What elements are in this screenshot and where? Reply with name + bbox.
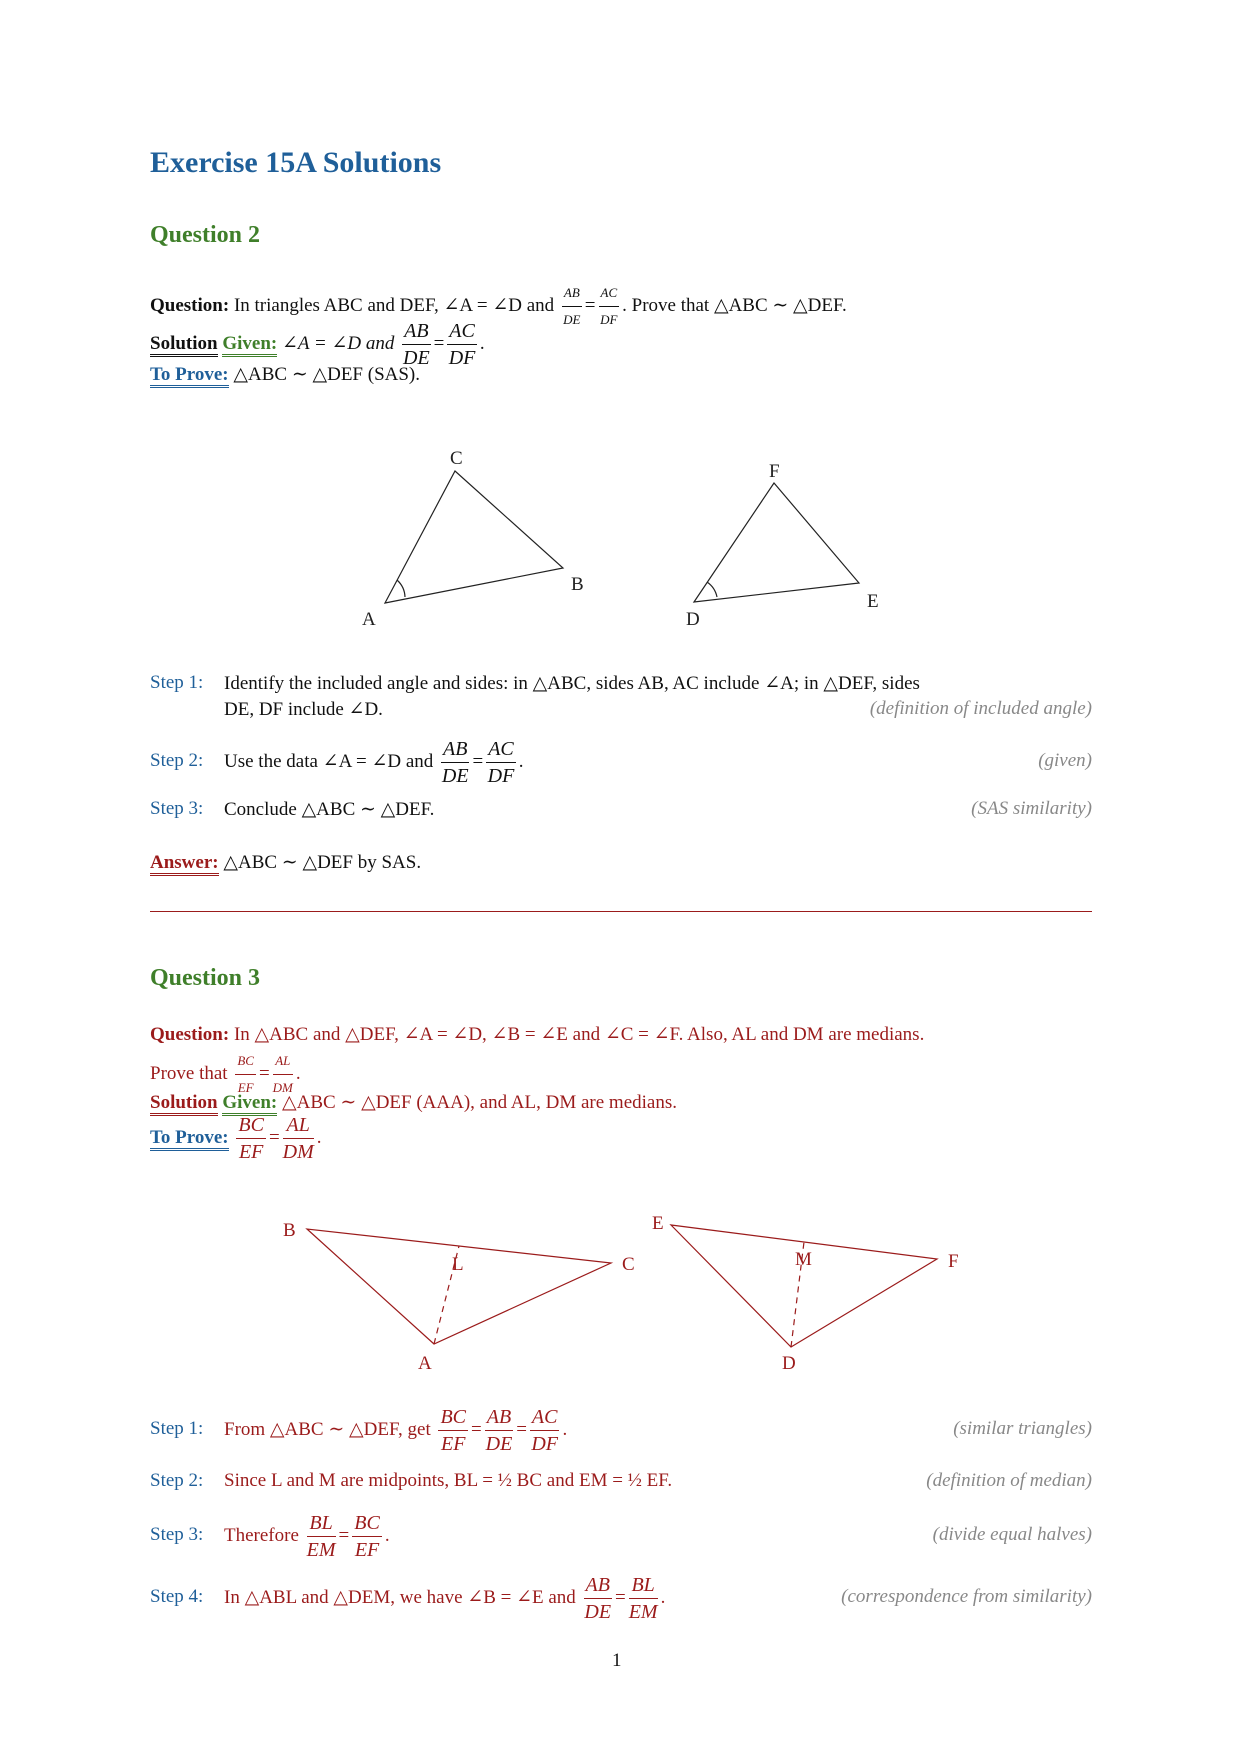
q2-answer-label: Answer: xyxy=(150,852,219,876)
label-b-q3: B xyxy=(283,1220,296,1241)
q3-step1-fraction-bc-ef: $\frac{BC}{EF}$ xyxy=(440,1406,467,1455)
q3-question-text: In △ABC and △DEF, ∠A = ∠D, ∠B = ∠E and ∠C = ∠F. Also, AL and DM are medians. xyxy=(233,1024,925,1045)
q2-step1-text2: DE, DF include ∠D. xyxy=(224,699,383,720)
q3-question-text2: Prove that xyxy=(150,1062,228,1084)
label-e: E xyxy=(867,591,879,612)
triangle-def xyxy=(694,483,859,602)
q3-step4-line: In △ABL and △DEM, we have ∠B = ∠E and $\frac{AB}{DE}$ = $\frac{BL}{EM}$ . xyxy=(224,1574,666,1623)
q2-question-label: Question: xyxy=(150,294,230,316)
q3-question-label: Question: xyxy=(150,1024,230,1045)
q2-answer-text: △ABC ∼ △DEF by SAS. xyxy=(223,852,422,873)
q2-step3-text: Conclude △ABC ∼ △DEF. xyxy=(224,799,435,820)
label-f: F xyxy=(769,461,780,482)
q2-given-label: Given: xyxy=(222,333,277,357)
triangle-abc xyxy=(385,471,563,603)
q3-solution-label: Solution xyxy=(150,1092,218,1116)
label-a-q3: A xyxy=(418,1353,432,1374)
q2-given-line: Solution Given: ∠A = ∠D and $\frac{AB}{DE}$ = $\frac{AC}{DF}$ . xyxy=(150,320,485,369)
label-d: D xyxy=(686,609,700,630)
q3-step2-text: Since L and M are midpoints, BL = ½ BC and EM = ½ EF. xyxy=(224,1470,673,1491)
q3-fraction-bc-ef: $\frac{BC}{EF}$ xyxy=(235,1048,256,1101)
angle-d-arc xyxy=(707,582,717,597)
label-c: C xyxy=(450,448,463,469)
q3-step2-label: Step 2: xyxy=(150,1470,204,1491)
q2-question-text-a: In triangles ABC and DEF, ∠A = ∠D and xyxy=(233,294,555,316)
q2-step3-reason: (SAS similarity) xyxy=(971,798,1092,819)
q3-toprove-fraction-bc-ef: $\frac{BC}{EF}$ xyxy=(238,1114,264,1163)
q3-step3-line: Therefore $\frac{BL}{EM}$ = $\frac{BC}{EF}$ . xyxy=(224,1512,390,1561)
q2-step1-label: Step 1: xyxy=(150,672,204,693)
q2-question-line: Question: In triangles ABC and DEF, ∠A = ∠D and $\frac{AB}{DE}$ = $\frac{AC}{DF}$ . Prove that △ABC ∼ △DEF. xyxy=(150,280,847,333)
q3-step3-text: Therefore xyxy=(224,1524,299,1546)
question-2-heading: Question 2 xyxy=(150,222,261,248)
q3-step3-label: Step 3: xyxy=(150,1524,204,1545)
q2-given-fraction-ab-de: $\frac{AB}{DE}$ xyxy=(403,320,430,369)
q3-step4-fraction-ab-de: $\frac{AB}{DE}$ xyxy=(584,1574,612,1623)
label-l-q3: L xyxy=(452,1254,464,1275)
q2-fraction-ac-df: $\frac{AC}{DF}$ xyxy=(599,280,620,333)
q3-step3-fraction-bc-ef: $\frac{BC}{EF}$ xyxy=(354,1512,380,1561)
label-c-q3: C xyxy=(622,1254,635,1275)
q3-step4-label: Step 4: xyxy=(150,1586,204,1607)
q2-step2-fraction-ab-de: $\frac{AB}{DE}$ xyxy=(441,738,469,787)
q3-question-line2: Prove that $\frac{BC}{EF}$ = $\frac{AL}{DM}$ . xyxy=(150,1048,301,1101)
q3-fraction-al-dm: $\frac{AL}{DM}$ xyxy=(273,1048,293,1101)
label-a: A xyxy=(362,609,376,630)
q2-solution-label: Solution xyxy=(150,333,218,357)
q3-step2-reason: (definition of median) xyxy=(926,1470,1092,1491)
section-divider xyxy=(150,911,1092,912)
page-number: 1 xyxy=(612,1650,622,1671)
q3-step1-label: Step 1: xyxy=(150,1418,204,1439)
q3-step3-reason: (divide equal halves) xyxy=(932,1524,1092,1545)
q3-step1-fraction-ac-df: $\frac{AC}{DF}$ xyxy=(531,1406,559,1455)
q2-toprove-label: To Prove: xyxy=(150,364,229,388)
q2-toprove-text: △ABC ∼ △DEF (SAS). xyxy=(233,364,421,385)
q3-step3-fraction-bl-em: $\frac{BL}{EM}$ xyxy=(306,1512,336,1561)
page-title: Exercise 15A Solutions xyxy=(150,146,442,179)
q2-step2-line: Use the data ∠A = ∠D and $\frac{AB}{DE}$ = $\frac{AC}{DF}$ . xyxy=(224,738,524,787)
label-e-q3: E xyxy=(652,1213,664,1234)
label-d-q3: D xyxy=(782,1353,796,1374)
q2-step2-label: Step 2: xyxy=(150,750,204,771)
q3-toprove-line: To Prove: $\frac{BC}{EF}$ = $\frac{AL}{DM}$ . xyxy=(150,1114,322,1163)
q2-answer-line xyxy=(150,850,421,876)
q3-given-text: △ABC ∼ △DEF (AAA), and AL, DM are medians. xyxy=(281,1092,677,1113)
q2-step2-fraction-ac-df: $\frac{AC}{DF}$ xyxy=(487,738,515,787)
q3-step1-text: From △ABC ∼ △DEF, get xyxy=(224,1418,431,1440)
q2-step1-text: Identify the included angle and sides: in △ABC, sides AB, AC include ∠A; in △DEF, sides xyxy=(224,673,920,694)
q2-given-text: ∠A = ∠D and xyxy=(281,332,395,354)
q3-given-label: Given: xyxy=(222,1092,277,1116)
q2-step1-reason: (definition of included angle) xyxy=(869,698,1092,719)
q3-step4-fraction-bl-em: $\frac{BL}{EM}$ xyxy=(628,1574,658,1623)
q3-question-line xyxy=(150,1022,924,1048)
question-3-heading: Question 3 xyxy=(150,965,261,991)
q3-step1-line: From △ABC ∼ △DEF, get $\frac{BC}{EF}$ = $\frac{AB}{DE}$ = $\frac{AC}{DF}$ . xyxy=(224,1406,568,1455)
q2-question-text-b: . Prove that △ABC ∼ △DEF. xyxy=(622,294,847,316)
label-m-q3: M xyxy=(795,1249,812,1270)
q3-step1-reason: (similar triangles) xyxy=(953,1418,1092,1439)
label-b: B xyxy=(571,574,584,595)
q3-step1-fraction-ab-de: $\frac{AB}{DE}$ xyxy=(485,1406,513,1455)
q2-fraction-ab-de: $\frac{AB}{DE}$ xyxy=(562,280,582,333)
q3-toprove-label: To Prove: xyxy=(150,1127,229,1151)
q2-given-fraction-ac-df: $\frac{AC}{DF}$ xyxy=(448,320,476,369)
q2-step2-reason: (given) xyxy=(1038,750,1092,771)
label-f-q3: F xyxy=(948,1251,959,1272)
q2-step2-text: Use the data ∠A = ∠D and xyxy=(224,750,434,772)
q3-step4-reason: (correspondence from similarity) xyxy=(841,1586,1092,1607)
q2-step3-label: Step 3: xyxy=(150,798,204,819)
angle-a-arc xyxy=(397,580,405,597)
q3-toprove-fraction-al-dm: $\frac{AL}{DM}$ xyxy=(282,1114,314,1163)
q3-step4-text: In △ABL and △DEM, we have ∠B = ∠E and xyxy=(224,1586,576,1608)
